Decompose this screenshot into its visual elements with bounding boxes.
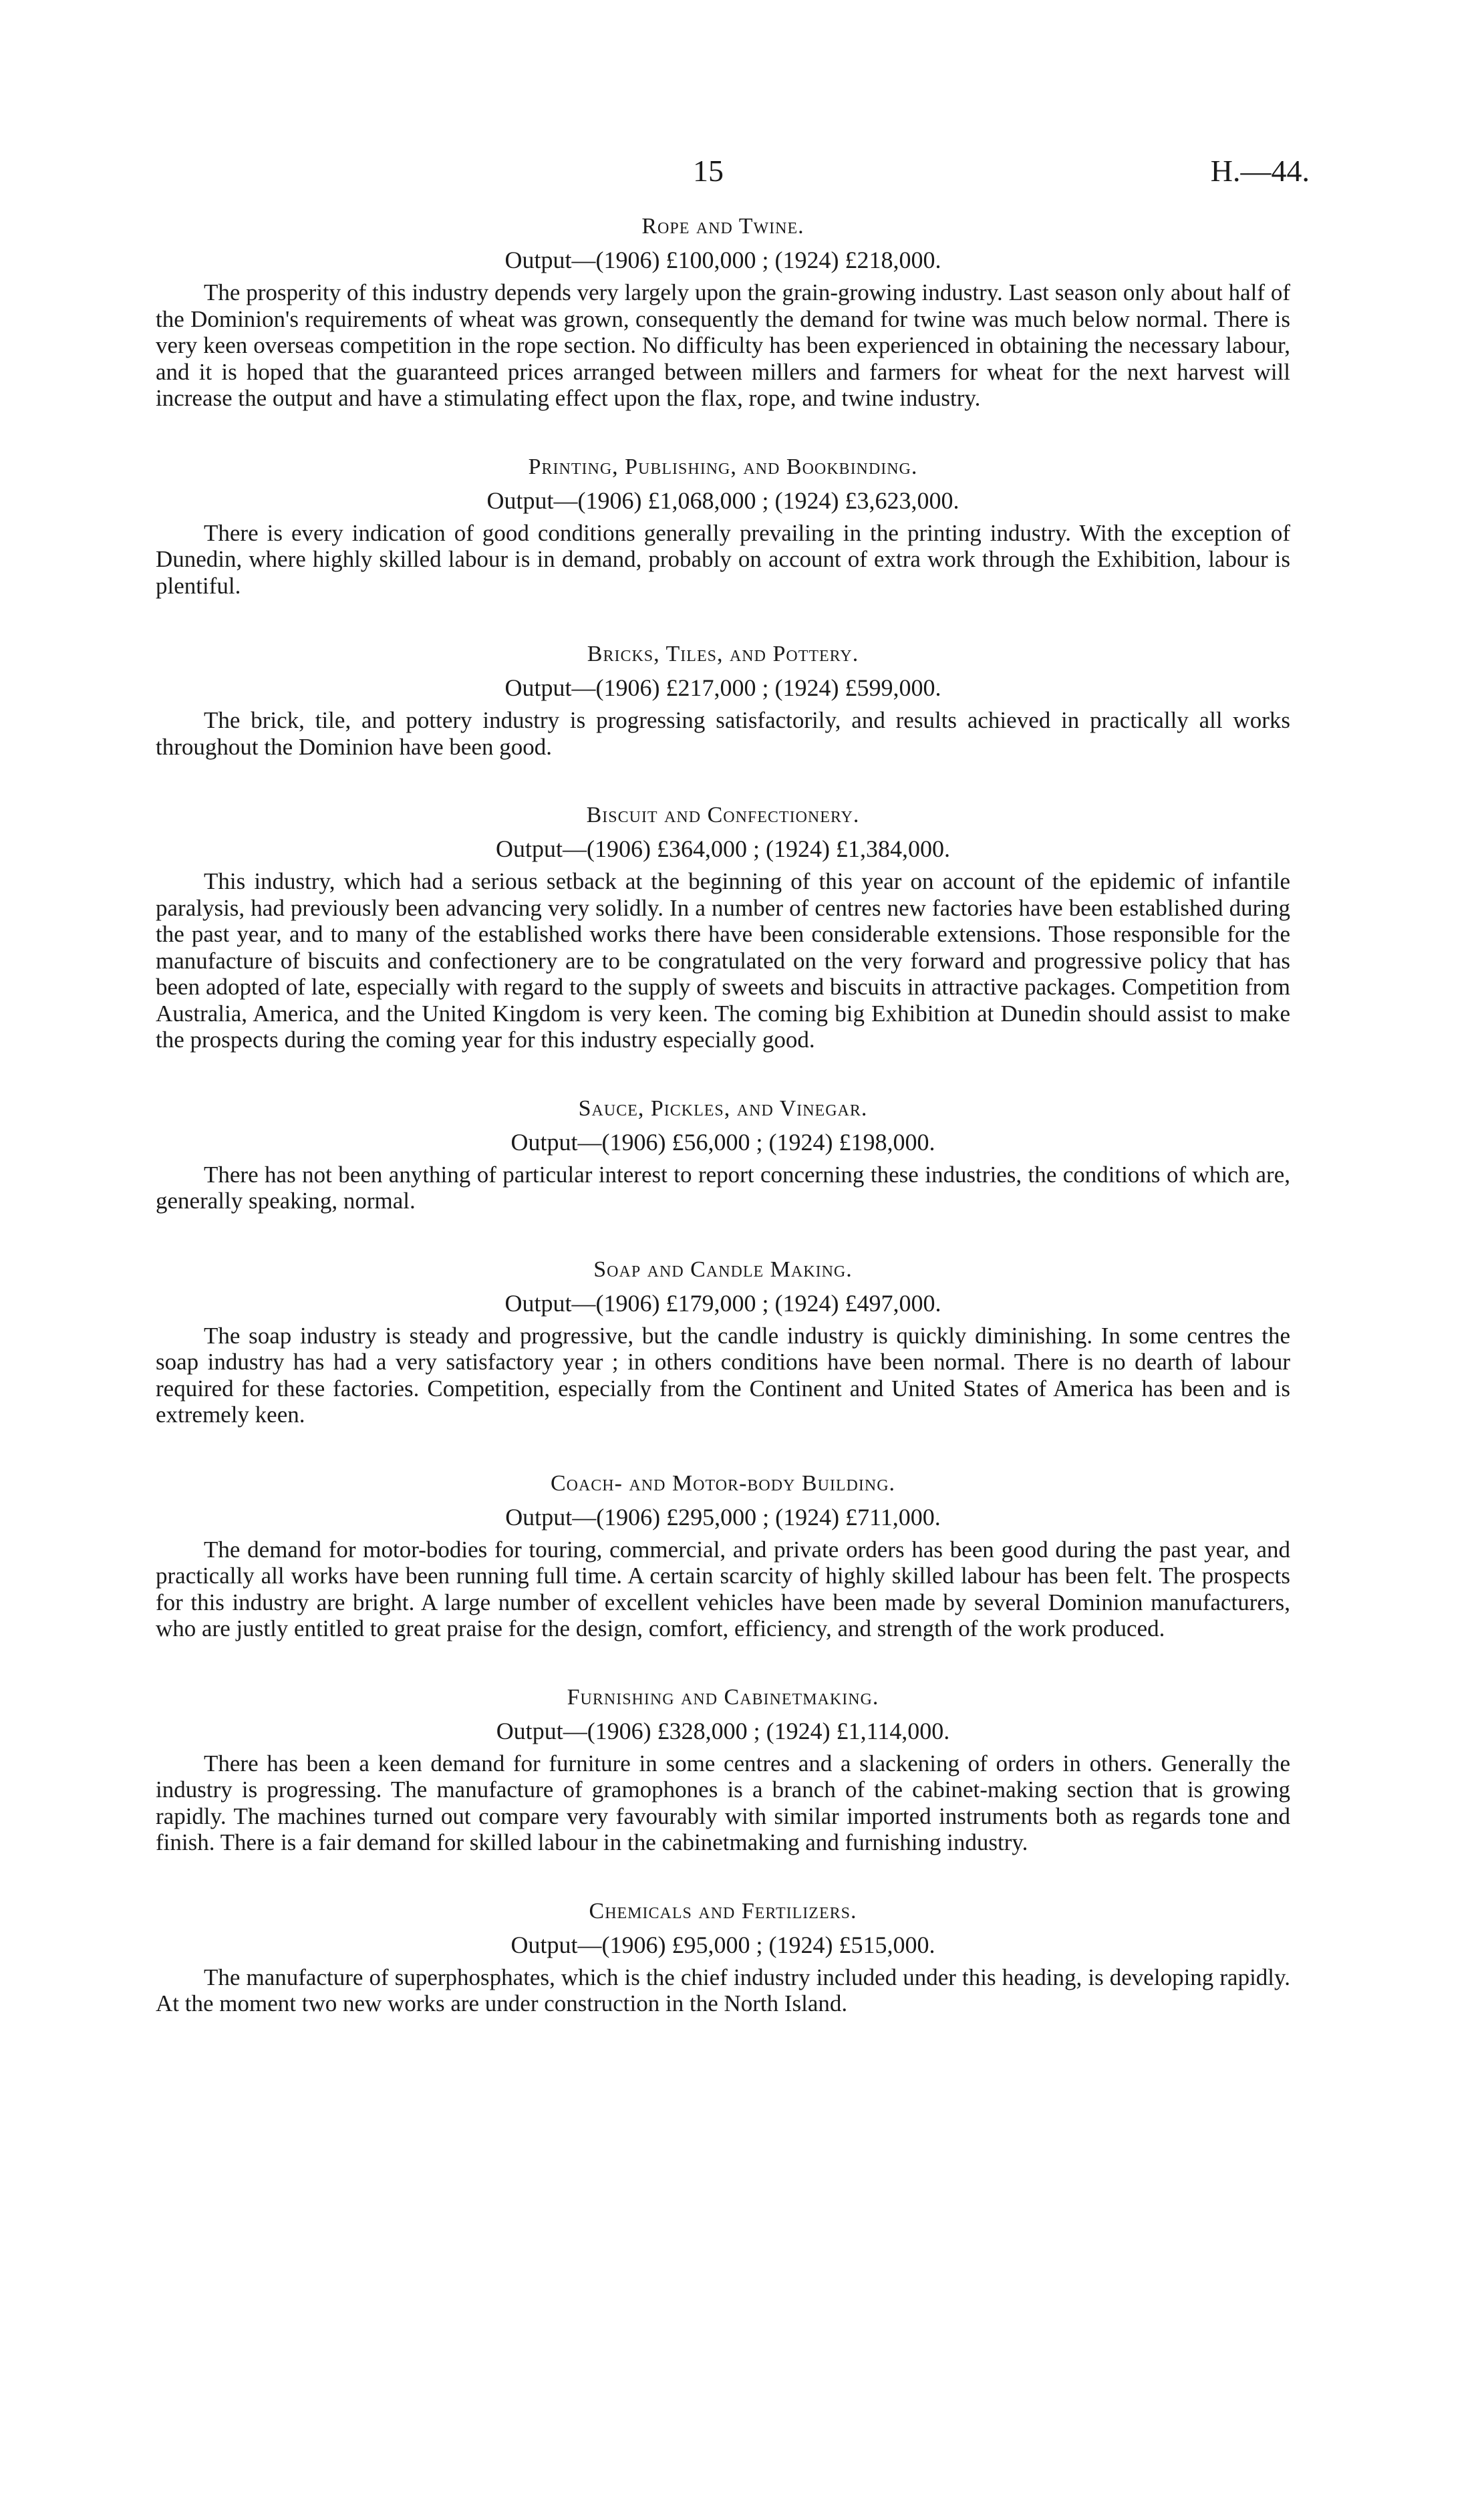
- document-reference: H.—44.: [1210, 154, 1310, 188]
- section-body: The soap industry is steady and progressive, but the candle industry is quickly diminishing. In some centres the soap industry has had a very satisfactory year ; in others conditions have been normal. There is no dearth of labour required for these factories. Competition, especially from the Continent and United States of America has been and is extremely keen.: [156, 1322, 1290, 1428]
- section-output: Output—(1906) £95,000 ; (1924) £515,000.: [510, 1931, 935, 1958]
- section-body: There has been a keen demand for furniture in some centres and a slackening of orders in others. Generally the industry is progressing. The manufacture of gramophones is a branch of the cabinet-making section that is growing rapidly. The machines turned out compare very favourably with similar imported instruments both as regards tone and finish. There is a fair demand for skilled labour in the cabinetmaking and furnishing industry.: [156, 1750, 1290, 1855]
- section-title: Biscuit and Confectionery.: [586, 803, 860, 827]
- page-number: 15: [693, 154, 724, 188]
- section-body: There has not been anything of particular interest to report concerning these industries, the conditions of which are, generally speaking, normal.: [156, 1161, 1290, 1214]
- section-output: Output—(1906) £100,000 ; (1924) £218,000.: [504, 247, 941, 273]
- section-body: The prosperity of this industry depends very largely upon the grain-growing industry. Last season only about half of the Dominion's requirements of wheat was grown, consequently the demand for twine was much below normal. There is very keen overseas competition in the rope section. No difficulty has been experienced in obtaining the necessary labour, and it is hoped that the guaranteed prices arranged between millers and farmers for wheat for the next harvest will increase the output and have a stimulating effect upon the flax, rope, and twine industry.: [156, 279, 1290, 411]
- section-body: The manufacture of superphosphates, which is the chief industry included under this heading, is developing rapidly. At the moment two new works are under construction in the North Island.: [156, 1964, 1290, 2016]
- section-soap-candle-making: [156, 1256, 1290, 1428]
- section-output: Output—(1906) £217,000 ; (1924) £599,000.: [504, 674, 941, 701]
- section-biscuit-confectionery: [156, 801, 1290, 1053]
- section-output: Output—(1906) £364,000 ; (1924) £1,384,000.: [496, 835, 950, 862]
- section-title: Printing, Publishing, and Bookbinding.: [528, 454, 918, 479]
- section-title: Chemicals and Fertilizers.: [589, 1898, 857, 1924]
- section-output: Output—(1906) £328,000 ; (1924) £1,114,000.: [496, 1717, 950, 1744]
- section-sauce-pickles-vinegar: [156, 1095, 1290, 1214]
- section-bricks-tiles-pottery: [156, 640, 1290, 760]
- section-output: Output—(1906) £1,068,000 ; (1924) £3,623,000.: [486, 487, 959, 514]
- section-title: Rope and Twine.: [641, 214, 804, 239]
- section-printing-publishing-bookbinding: [156, 453, 1290, 600]
- section-body: The brick, tile, and pottery industry is progressing satisfactorily, and results achieved in practically all works throughout the Dominion have been good.: [156, 707, 1290, 760]
- section-title: Bricks, Tiles, and Pottery.: [587, 642, 859, 666]
- section-output: Output—(1906) £56,000 ; (1924) £198,000.: [510, 1128, 935, 1156]
- section-output: Output—(1906) £179,000 ; (1924) £497,000.: [504, 1289, 941, 1317]
- section-title: Furnishing and Cabinetmaking.: [567, 1684, 879, 1710]
- section-title: Coach- and Motor-body Building.: [550, 1470, 896, 1496]
- section-coach-motor-body-building: [156, 1470, 1290, 1642]
- section-body: The demand for motor-bodies for touring, commercial, and private orders has been good during the past year, and practically all works have been running full time. A certain scarcity of highly skilled labour has been felt. The prospects for this industry are bright. A large number of excellent vehicles have been made by several Dominion manufacturers, who are justly entitled to great praise for the design, comfort, efficiency, and strength of the work produced.: [156, 1536, 1290, 1641]
- section-title: Sauce, Pickles, and Vinegar.: [578, 1095, 868, 1121]
- section-rope-and-twine: [156, 213, 1290, 412]
- section-title: Soap and Candle Making.: [593, 1257, 853, 1282]
- section-furnishing-cabinetmaking: [156, 1684, 1290, 1856]
- section-body: There is every indication of good conditions generally prevailing in the printing industry. With the exception of Dunedin, where highly skilled labour is in demand, probably on account of extra work through the Exhibition, labour is plentiful.: [156, 519, 1290, 599]
- section-body: This industry, which had a serious setback at the beginning of this year on account of the epidemic of infantile paralysis, had previously been advancing very solidly. In a number of centres new factories have been established during the past year, and to many of the established works there have been considerable extensions. Those responsible for the manufacture of biscuits and confectionery are to be congratulated on the very forward and progressive policy that has been adopted of late, especially with regard to the supply of sweets and biscuits in attractive packages. Competition from Australia, America, and the United Kingdom is very keen. The coming big Exhibition at Dunedin should assist to make the prospects during the coming year for this industry especially good.: [156, 868, 1290, 1053]
- section-chemicals-fertilizers: [156, 1897, 1290, 2017]
- page-content: [156, 213, 1290, 2059]
- section-output: Output—(1906) £295,000 ; (1924) £711,000.: [505, 1503, 941, 1531]
